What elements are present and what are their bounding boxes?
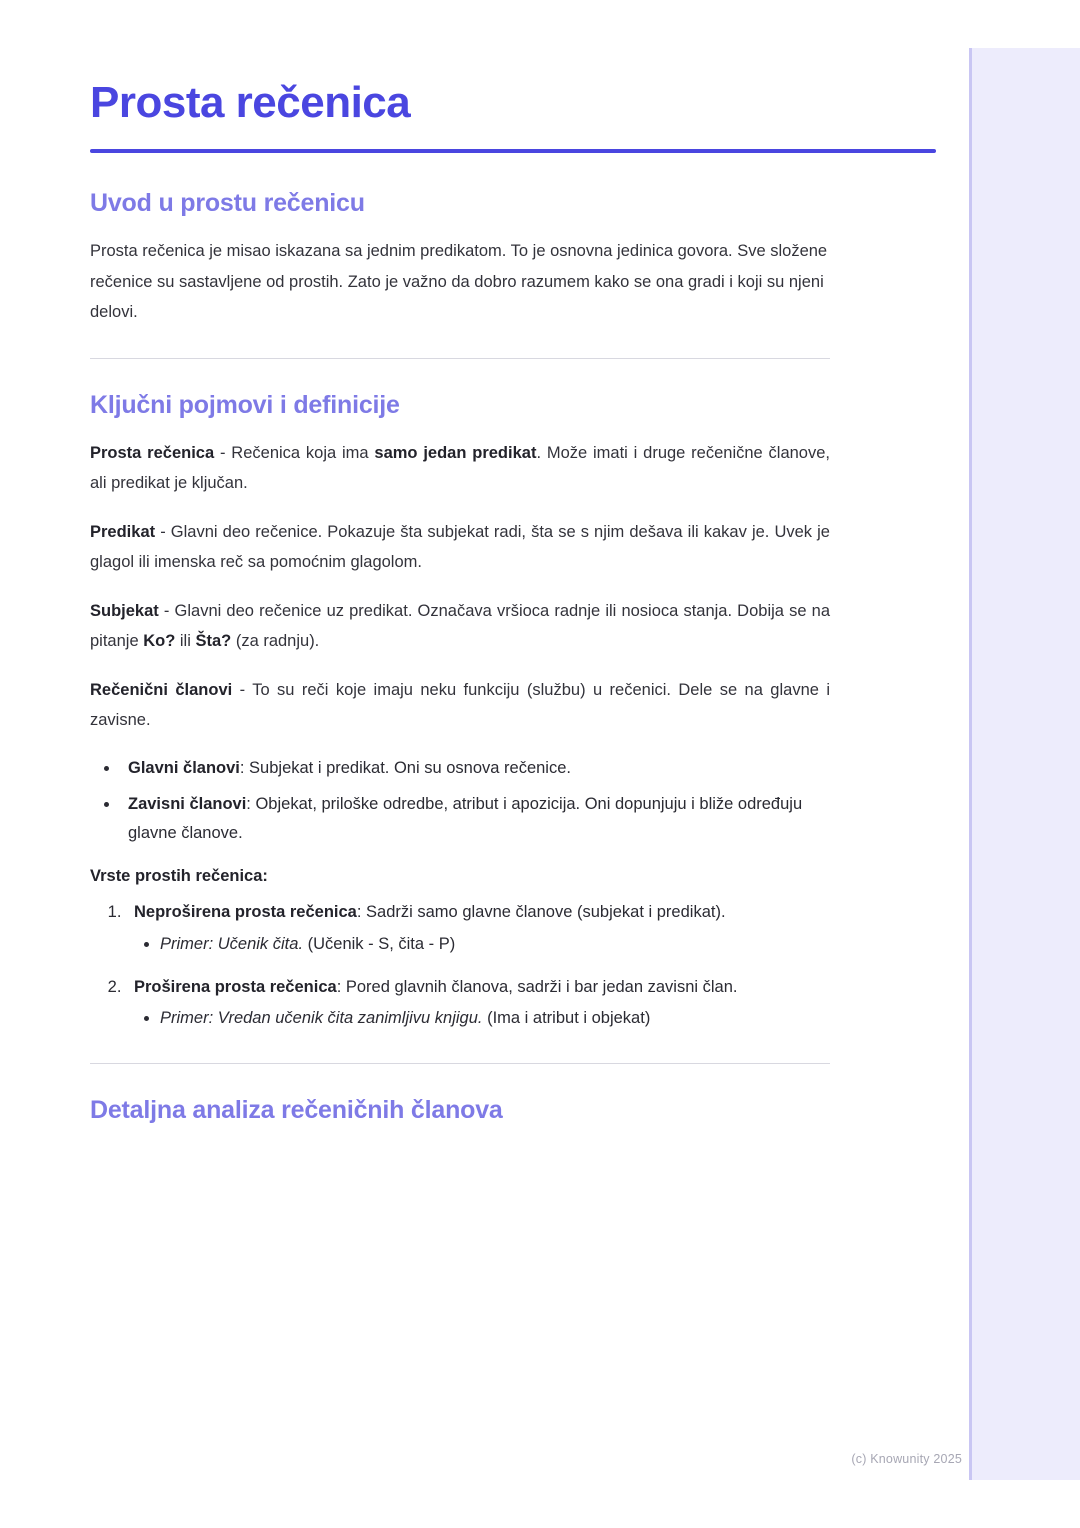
definition-term: Prosta rečenica: [90, 443, 215, 462]
definition-middle: ili: [175, 632, 196, 651]
definition-dash: -: [232, 680, 253, 699]
definition-text-before: Glavni deo rečenice. Pokazuje šta subjekat radi, šta se s njim dešava ili kakav je. Uvek je glagol ili imenska reč sa pomoćnim glagolom.: [90, 522, 830, 572]
types-subheading: Vrste prostih rečenica:: [90, 867, 268, 885]
type-example-list: [134, 930, 830, 959]
example-italic: Primer: Vredan učenik čita zanimljivu knjigu.: [160, 1009, 483, 1028]
definition-emphasis: samo jedan predikat: [374, 443, 537, 462]
section-heading-key-terms: Ključni pojmovi i definicije: [90, 390, 400, 419]
definition-text-after: . Može imati i druge rečenične članove, ali predikat je ključan.: [90, 443, 830, 493]
type-label: Neproširena prosta rečenica: [134, 903, 357, 921]
section-heading-analysis: Detaljna analiza rečeničnih članova: [90, 1096, 503, 1125]
footer-copyright: (c) Knowunity 2025: [851, 1452, 962, 1466]
definition-text-before: Rečenica koja ima: [231, 443, 375, 462]
bullet-text: : Objekat, priloške odredbe, atribut i apozicija. Oni dopunjuju i bliže određuju glavne članove.: [128, 794, 803, 843]
definition-recenicni-clanovi: [90, 675, 830, 736]
definition-emphasis-sta: Šta?: [195, 632, 232, 651]
definition-dash: -: [214, 443, 232, 462]
document-content: [90, 78, 830, 1143]
definition-emphasis-ko: Ko?: [143, 632, 176, 651]
definition-predikat: [90, 517, 830, 578]
list-item: [126, 898, 830, 959]
type-text: : Sadrži samo glavne članove (subjekat i predikat).: [356, 903, 726, 921]
section-heading-intro: Uvod u prostu rečenicu: [90, 189, 365, 218]
list-item: [160, 930, 830, 959]
bullet-label: Glavni članovi: [128, 758, 240, 777]
definition-text-after: (za radnju).: [231, 632, 320, 651]
type-text: : Pored glavnih članova, sadrži i bar jedan zavisni član.: [336, 977, 738, 996]
bullet-label: Zavisni članovi: [128, 794, 247, 813]
section-analysis: [90, 1096, 830, 1125]
definition-dash: -: [158, 601, 175, 620]
list-item: [160, 1004, 830, 1033]
page-title: Prosta rečenica: [90, 78, 411, 127]
definition-term: Predikat: [90, 522, 156, 541]
decorative-right-band: [972, 48, 1080, 1480]
definition-subjekat: [90, 596, 830, 657]
definition-term: Rečenični članovi: [90, 680, 233, 699]
section-intro: [90, 189, 830, 328]
section-divider-2: [90, 1063, 830, 1064]
definition-term: Subjekat: [90, 601, 159, 620]
definition-prosta-recenica: [90, 438, 830, 499]
intro-paragraph: Prosta rečenica je misao iskazana sa jednim predikatom. To je osnovna jedinica govora. Sve složene rečenice su sastavljene od prostih. Zato je važno da dobro razumem kako se ona gradi i koji su njeni delovi.: [90, 242, 828, 322]
definition-dash: -: [155, 522, 171, 541]
list-item: [120, 754, 830, 784]
type-label: Proširena prosta rečenica: [134, 977, 337, 996]
definition-text-before: To su reči koje imaju neku funkciju (službu) u rečenici. Dele se na glavne i zavisne.: [90, 680, 830, 730]
list-item: [126, 973, 830, 1034]
decorative-right-band-line: [969, 48, 972, 1480]
section-divider-1: [90, 358, 830, 359]
type-example-list: [134, 1004, 830, 1033]
example-rest: (Ima i atribut i objekat): [482, 1009, 651, 1028]
title-underline: [90, 149, 936, 153]
member-bullet-list: [90, 754, 830, 849]
section-key-terms: [90, 391, 830, 1033]
types-numbered-list: [90, 898, 830, 1033]
example-rest: (Učenik - S, čita - P): [303, 934, 456, 953]
example-italic: Primer: Učenik čita.: [160, 934, 304, 953]
definition-text-before: Glavni deo rečenice uz predikat. Označava vršioca radnje ili nosioca stanja. Dobija se na pitanje: [90, 601, 830, 651]
bullet-text: : Subjekat i predikat. Oni su osnova rečenice.: [239, 758, 571, 777]
list-item: [120, 790, 830, 849]
